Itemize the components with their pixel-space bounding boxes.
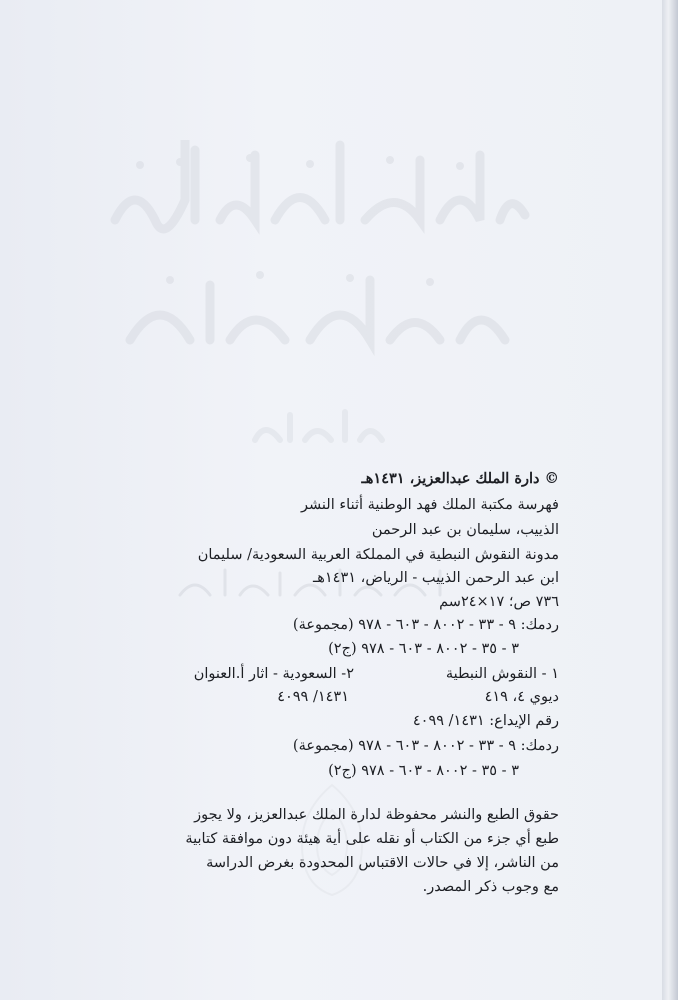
- subject-1: ١ - النقوش النبطية: [445, 666, 559, 682]
- copyright-line: © دارة الملك عبدالعزيز، ١٤٣١هـ: [361, 470, 559, 487]
- isbn-volume-line: ٣ - ٣٥ - ٨٠٠٢ - ٦٠٣ - ٩٧٨ (ج٢): [328, 641, 519, 657]
- title-line-1: مدونة النقوش النبطية في المملكة العربية السعودية/ سليمان: [197, 547, 559, 563]
- class-number: ١٤٣١/ ٤٠٩٩: [277, 689, 349, 705]
- isbn-volume-line-2: ٣ - ٣٥ - ٨٠٠٢ - ٦٠٣ - ٩٧٨ (ج٢): [328, 763, 519, 779]
- isbn-set-line: ردمك: ٩ - ٣٣ - ٨٠٠٢ - ٦٠٣ - ٩٧٨ (مجموعة): [292, 617, 559, 633]
- subject-2: ٢- السعودية - اثار أ.العنوان: [193, 666, 354, 682]
- deposit-number: رقم الإيداع: ١٤٣١/ ٤٠٩٩: [412, 713, 559, 729]
- rights-line-1: حقوق الطبع والنشر محفوظة لدارة الملك عبدالعزيز، ولا يجوز: [194, 807, 559, 823]
- cataloging-heading: فهرسة مكتبة الملك فهد الوطنية أثناء النشر: [300, 497, 559, 513]
- physical-description: ٧٣٦ ص؛ ١٧×٢٤سم: [439, 594, 559, 610]
- isbn-set-line-2: ردمك: ٩ - ٣٣ - ٨٠٠٢ - ٦٠٣ - ٩٧٨ (مجموعة): [292, 738, 559, 754]
- rights-line-3: من الناشر، إلا في حالات الاقتباس المحدودة بغرض الدراسة: [206, 855, 559, 871]
- rights-line-4: مع وجوب ذكر المصدر.: [422, 879, 559, 895]
- page-edge: [662, 0, 678, 1000]
- rights-line-2: طبع أي جزء من الكتاب أو نقله على أية هيئة دون موافقة كتابية: [185, 831, 559, 847]
- dewey-number: ديوي ٤، ٤١٩: [484, 689, 559, 705]
- author-line: الذييب، سليمان بن عبد الرحمن: [371, 522, 559, 538]
- watermark-calligraphy-logo: [110, 140, 530, 450]
- title-line-2: ابن عبد الرحمن الذييب - الرياض، ١٤٣١هـ: [312, 570, 559, 586]
